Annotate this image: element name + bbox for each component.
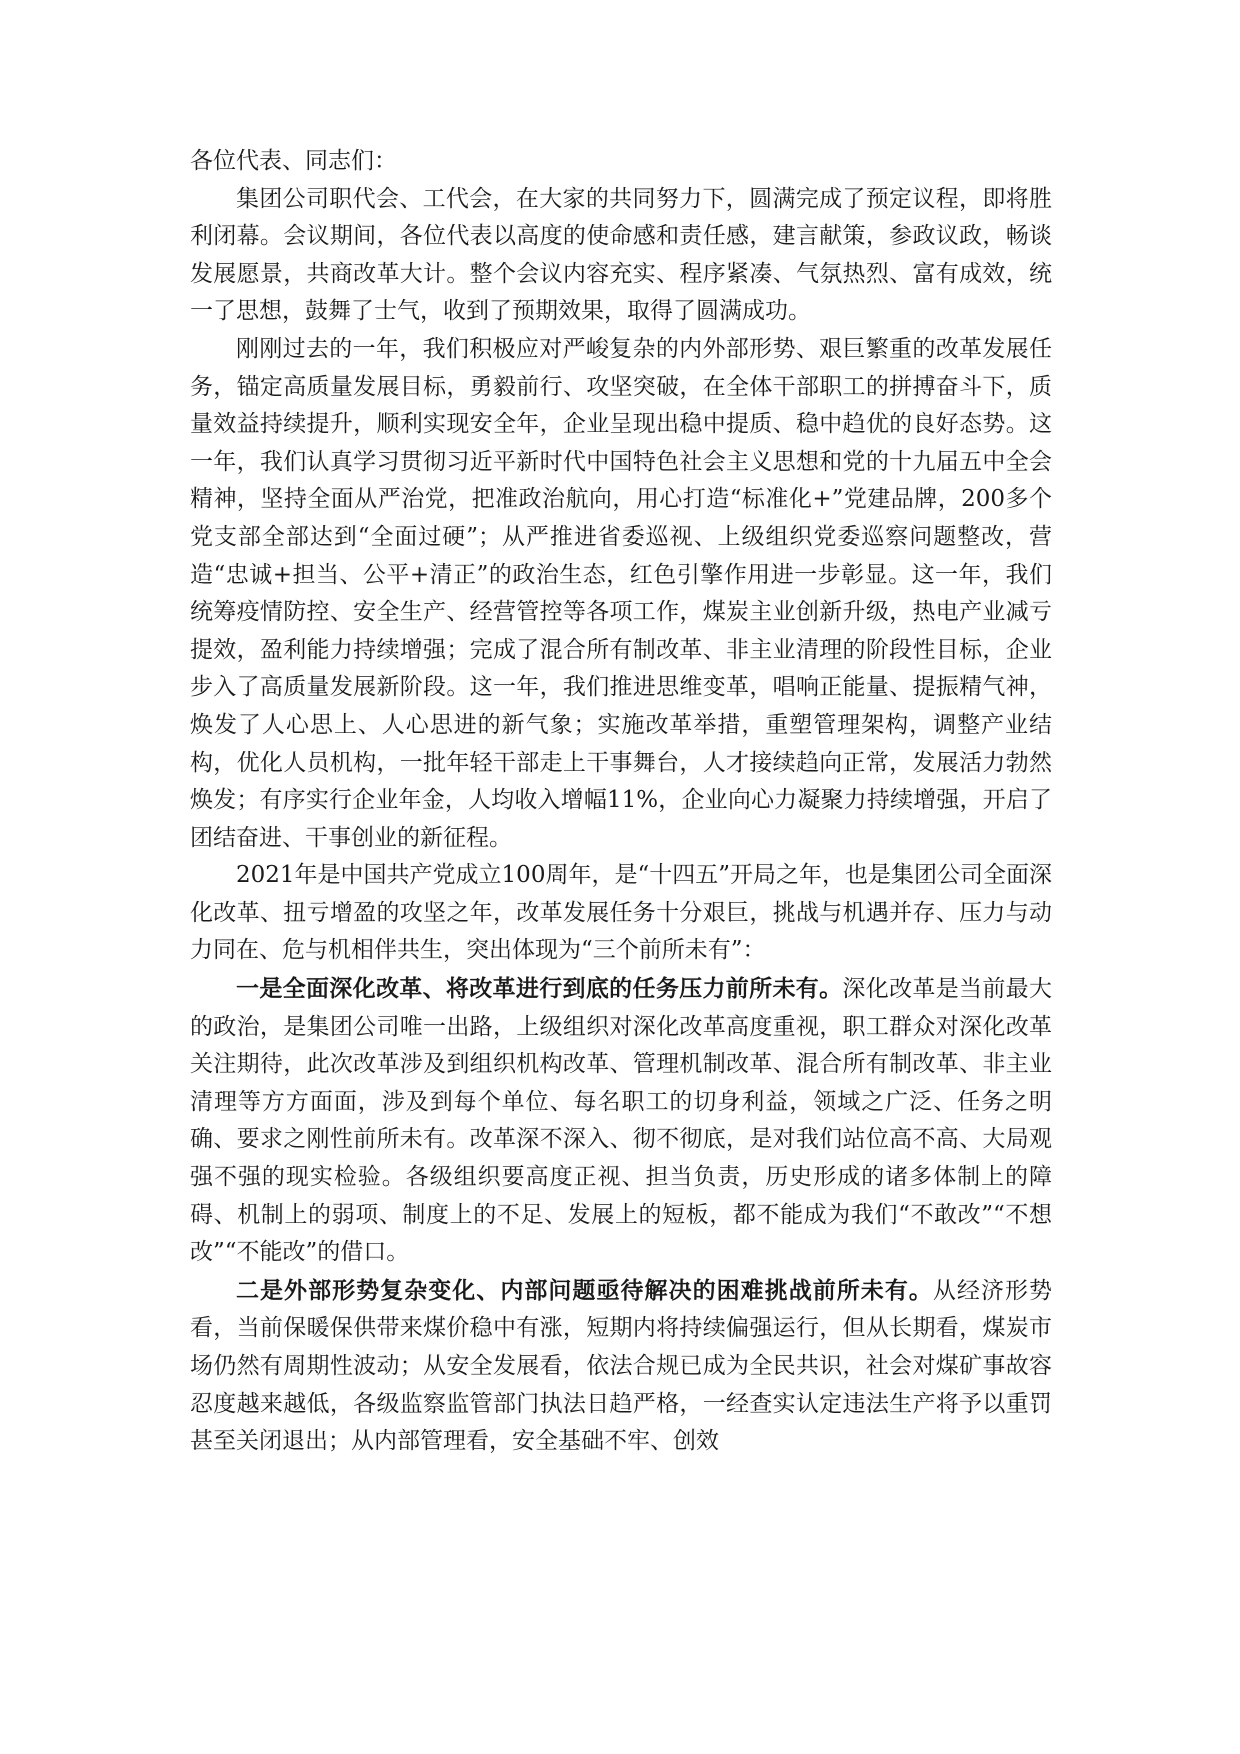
document-page [190, 143, 1052, 1461]
salutation: 各位代表、同志们： [190, 148, 397, 174]
paragraph-point-one [190, 970, 1052, 1272]
paragraph-point-two [190, 1272, 1052, 1461]
paragraph-text: 2021年是中国共产党成立100周年，是“十四五”开局之年，也是集团公司全面深化改革、扭亏增盈的攻坚之年，改革发展任务十分艰巨，挑战与机遇并存、压力与动力同在、危与机相伴共生，突出体现为“三个前所未有”： [190, 862, 1052, 964]
paragraph-text: 深化改革是当前最大的政治，是集团公司唯一出路，上级组织对深化改革高度重视，职工群众对深化改革关注期待，此次改革涉及到组织机构改革、管理机制改革、混合所有制改革、非主业清理等方方面面，涉及到每个单位、每名职工的切身利益，领域之广泛、任务之明确、要求之刚性前所未有。改革深不深入、彻不彻底，是对我们站位高不高、大局观强不强的现实检验。各级组织要高度正视、担当负责，历史形成的诸多体制上的障碍、机制上的弱项、制度上的不足、发展上的短板，都不能成为我们“不敢改”“不想改”“不能改”的借口。 [190, 976, 1053, 1266]
paragraph-2021-outlook [190, 857, 1052, 970]
paragraph-lead-bold: 一是全面深化改革、将改革进行到底的任务压力前所未有。 [236, 975, 843, 1003]
paragraph-text: 集团公司职代会、工代会，在大家的共同努力下，圆满完成了预定议程，即将胜利闭幕。会议期间，各位代表以高度的使命感和责任感，建言献策，参政议政，畅谈发展愿景，共商改革大计。整个会议内容充实、程序紧凑、气氛热烈、富有成效，统一了思想，鼓舞了士气，收到了预期效果，取得了圆满成功。 [190, 185, 1052, 325]
paragraph-past-year-review [190, 331, 1052, 857]
paragraph-text: 刚刚过去的一年，我们积极应对严峻复杂的内外部形势、艰巨繁重的改革发展任务，锚定高质量发展目标，勇毅前行、攻坚突破，在全体干部职工的拼搏奋斗下，质量效益持续提升，顺利实现安全年，企业呈现出稳中提质、稳中趋优的良好态势。这一年，我们认真学习贯彻习近平新时代中国特色社会主义思想和党的十九届五中全会精神，坚持全面从严治党，把准政治航向，用心打造“标准化+”党建品牌，200多个党支部全部达到“全面过硬”；从严推进省委巡视、上级组织党委巡察问题整改，营造“忠诚+担当、公平+清正”的政治生态，红色引擎作用进一步彰显。这一年，我们统筹疫情防控、安全生产、经营管控等各项工作，煤炭主业创新升级，热电产业减亏提效，盈利能力持续增强；完成了混合所有制改革、非主业清理的阶段性目标，企业步入了高质量发展新阶段。这一年，我们推进思维变革，唱响正能量、提振精气神，焕发了人心思上、人心思进的新气象；实施改革举措，重塑管理架构，调整产业结构，优化人员机构，一批年轻干部走上干事舞台，人才接续趋向正常，发展活力勃然焕发；有序实行企业年金，人均收入增幅11%，企业向心力凝聚力持续增强，开启了团结奋进、干事创业的新征程。 [190, 335, 1052, 851]
paragraph-meeting-summary [190, 181, 1052, 331]
paragraph-lead-bold: 二是外部形势复杂变化、内部问题亟待解决的困难挑战前所未有。 [236, 1276, 933, 1304]
paragraph-text: 从经济形势看，当前保暖保供带来煤价稳中有涨，短期内将持续偏强运行，但从长期看，煤炭市场仍然有周期性波动；从安全发展看，依法合规已成为全民共识，社会对煤矿事故容忍度越来越低，各级监察监管部门执法日趋严格，一经查实认定违法生产将予以重罚甚至关闭退出；从内部管理看，安全基础不牢、创效 [190, 1277, 1053, 1455]
